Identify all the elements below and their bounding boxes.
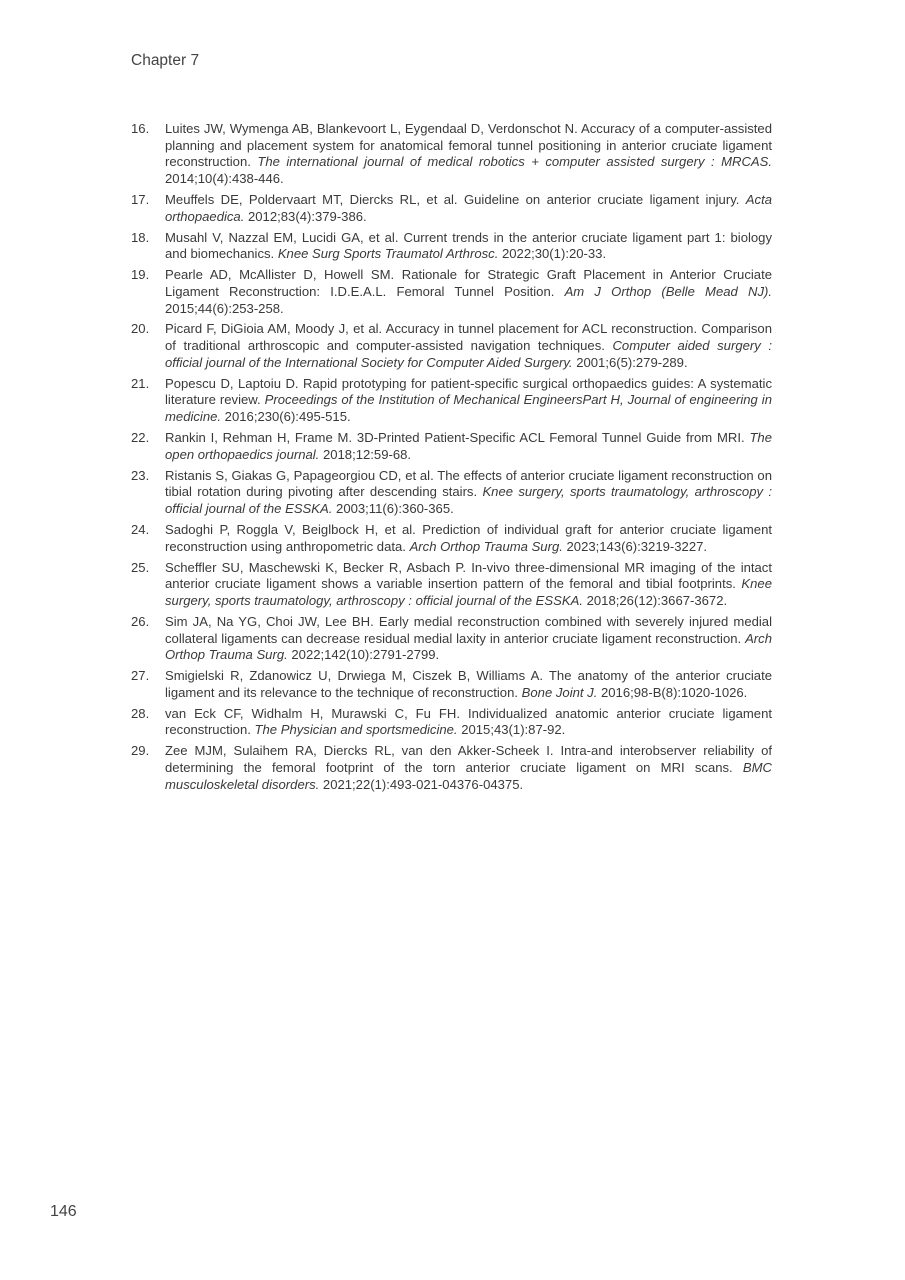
journal-title: The Physician and sportsmedicine. xyxy=(254,722,458,738)
reference-number: 19. xyxy=(131,267,150,283)
reference-number: 25. xyxy=(131,559,150,575)
reference-text: Smigielski R, Zdanowicz U, Drwiega M, Ciszek B, Williams A. The anatomy of the anterior cruciate ligament and its relevance to the technique of reconstruction. Bone Joint J. 2016;98-B(8):1020-1026. xyxy=(165,668,772,700)
journal-title: The open orthopaedics journal. xyxy=(165,430,772,462)
reference-item xyxy=(131,522,772,555)
reference-number: 18. xyxy=(131,229,150,245)
reference-text: Rankin I, Rehman H, Frame M. 3D-Printed Patient-Specific ACL Femoral Tunnel Guide from MRI. The open orthopaedics journal. 2018;12:59-68. xyxy=(165,430,772,462)
page-number: 146 xyxy=(50,1203,77,1220)
journal-title: Arch Orthop Trauma Surg. xyxy=(409,538,563,554)
reference-number: 29. xyxy=(131,743,150,759)
reference-text: Popescu D, Laptoiu D. Rapid prototyping for patient-specific surgical orthopaedics guides: A systematic literature review. Proceedings of the Institution of Mechanical EngineersPart H, Journal of engineering in medicine. 2016;230(6):495-515. xyxy=(165,375,772,425)
reference-item xyxy=(131,743,772,793)
reference-text: Meuffels DE, Poldervaart MT, Diercks RL, et al. Guideline on anterior cruciate ligament injury. Acta orthopaedica. 2012;83(4):379-386. xyxy=(165,192,772,224)
reference-number: 27. xyxy=(131,668,150,684)
reference-text: Picard F, DiGioia AM, Moody J, et al. Accuracy in tunnel placement for ACL reconstruction. Comparison of traditional arthroscopic and computer-assisted navigation techniques. Computer aided surgery : official journal of the International Society for Computer Aided Surgery. 2001;6(5):279-289. xyxy=(165,321,772,370)
reference-text: Zee MJM, Sulaihem RA, Diercks RL, van den Akker-Scheek I. Intra-and interobserver reliability of determining the femoral footprint of the torn anterior cruciate ligament on MRI scans. BMC musculoskeletal disorders. 2021;22(1):493-021-04376-04375. xyxy=(165,743,772,792)
reference-number: 28. xyxy=(131,705,150,721)
journal-title: Knee surgery, sports traumatology, arthroscopy : official journal of the ESSKA. xyxy=(165,576,772,608)
journal-title: Computer aided surgery : official journal of the International Society for Computer Aided Surgery. xyxy=(165,338,772,370)
reference-item xyxy=(131,706,772,739)
reference-number: 17. xyxy=(131,192,150,207)
chapter-header: Chapter 7 xyxy=(131,52,200,69)
reference-text: Ristanis S, Giakas G, Papageorgiou CD, et al. The effects of anterior cruciate ligament reconstruction on tibial rotation during pivoting after descending stairs. Knee surgery, sports traumatology, arthroscopy : official journal of the ESSKA. 2003;11(6):360-365. xyxy=(165,467,772,517)
reference-item xyxy=(131,267,772,317)
reference-text: Sim JA, Na YG, Choi JW, Lee BH. Early medial reconstruction combined with severely injured medial collateral ligaments can decrease residual medial laxity in anterior cruciate ligament reconstruction. Arch Orthop Trauma Surg. 2022;142(10):2791-2799. xyxy=(165,613,772,663)
reference-number: 22. xyxy=(131,430,150,446)
reference-number: 16. xyxy=(131,121,150,136)
reference-item xyxy=(131,192,772,225)
reference-number: 26. xyxy=(131,613,150,629)
reference-text: Luites JW, Wymenga AB, Blankevoort L, Eygendaal D, Verdonschot N. Accuracy of a computer-assisted planning and placement system for anatomical femoral tunnel positioning in anterior cruciate ligament reconstruction. The international journal of medical robotics + computer assisted surgery : MRCAS. 2014;10(4):438-446. xyxy=(165,121,773,187)
reference-item xyxy=(131,668,772,701)
journal-title: Knee surgery, sports traumatology, arthroscopy : official journal of the ESSKA. xyxy=(165,484,772,517)
reference-item xyxy=(131,614,772,664)
reference-text: van Eck CF, Widhalm H, Murawski C, Fu FH. Individualized anatomic anterior cruciate ligament reconstruction. The Physician and sportsmedicine. 2015;43(1):87-92. xyxy=(165,705,772,738)
reference-item xyxy=(131,468,772,518)
reference-number: 21. xyxy=(131,375,150,391)
reference-item xyxy=(131,560,772,610)
journal-title: The international journal of medical robotics + computer assisted surgery : MRCAS. xyxy=(257,154,773,170)
reference-number: 23. xyxy=(131,467,150,483)
reference-number: 20. xyxy=(131,321,150,337)
journal-title: Bone Joint J. xyxy=(521,684,598,700)
reference-item xyxy=(131,376,772,426)
reference-item xyxy=(131,230,772,263)
reference-item xyxy=(131,121,772,188)
journal-title: Knee Surg Sports Traumatol Arthrosc. xyxy=(277,246,499,262)
reference-item xyxy=(131,321,772,371)
reference-text: Pearle AD, McAllister D, Howell SM. Rationale for Strategic Graft Placement in Anterior Cruciate Ligament Reconstruction: I.D.E.A.L. Femoral Tunnel Position. Am J Orthop (Belle Mead NJ). 2015;44(6):253-258. xyxy=(165,267,772,316)
reference-item xyxy=(131,430,772,463)
reference-text: Musahl V, Nazzal EM, Lucidi GA, et al. Current trends in the anterior cruciate ligament part 1: biology and biomechanics. Knee Surg Sports Traumatol Arthrosc. 2022;30(1):20-33. xyxy=(165,229,772,262)
reference-text: Sadoghi P, Roggla V, Beiglbock H, et al. Prediction of individual graft for anterior cruciate ligament reconstruction using anthropometric data. Arch Orthop Trauma Surg. 2023;143(6):3219-3227. xyxy=(165,521,772,554)
reference-list xyxy=(131,121,772,798)
journal-title: Proceedings of the Institution of Mechanical EngineersPart H, Journal of engineering in medicine. xyxy=(165,392,772,425)
reference-text: Scheffler SU, Maschewski K, Becker R, Asbach P. In-vivo three-dimensional MR imaging of the intact anterior cruciate ligament shows a variable insertion pattern of the femoral and tibial footprints. Knee surgery, sports traumatology, arthroscopy : official journal of the ESSKA. 2018;26(12):3667-3672. xyxy=(165,559,772,608)
journal-title: BMC musculoskeletal disorders. xyxy=(165,760,772,792)
journal-title: Arch Orthop Trauma Surg. xyxy=(165,630,772,663)
reference-number: 24. xyxy=(131,521,150,537)
journal-title: Acta orthopaedica. xyxy=(165,192,772,224)
journal-title: Am J Orthop (Belle Mead NJ). xyxy=(564,283,772,299)
